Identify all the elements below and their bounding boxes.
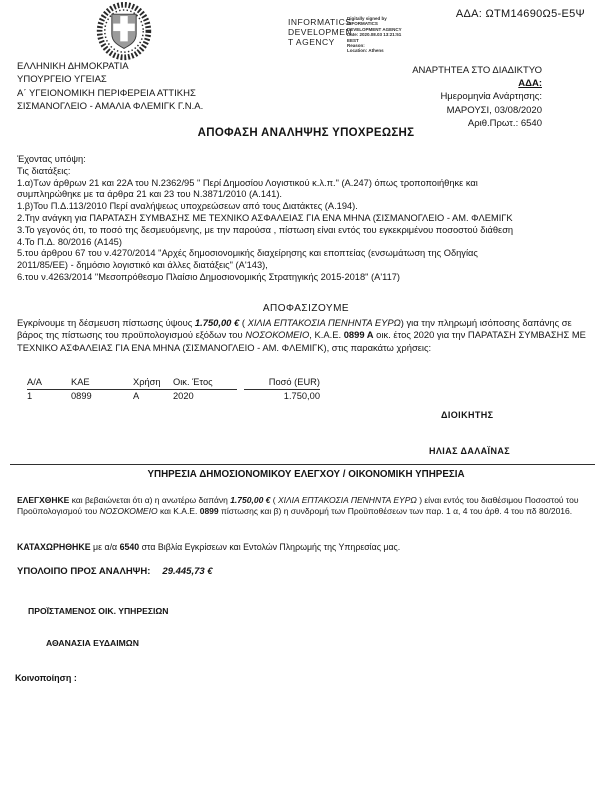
- decision-paragraph: Εγκρίνουμε τη δέσμευση πίστωσης ύψους 1.750,00 € ( ΧΙΛΙΑ ΕΠΤΑΚΟΣΙΑ ΠΕΝΗΝΤΑ ΕΥΡΩ) για την πληρωμή ισόποσης δαπάνης σε βάρος της πίστωσης του προϋπολογισμού εξόδων του ΝΟΣΟΚΟΜΕΙΟ, Κ.Α.Ε. 0899 Α οικ. έτος 2020 για την ΠΑΡΑΤΑΣΗ ΣΥΜΒΑΣΗΣ ΜΕ ΤΕΧΝΙΚΟ ΑΣΦΑΛΕΙΑΣ ΓΙΑ ΕΝΑ ΜΗΝΑ (ΣΙΣΜΑΝΟΓΛΕΙΟ - ΑΜ. ΦΛΕΜΙΓΚ), στις παρακάτω χρήσεις:: [17, 317, 586, 353]
- registration-line: ΚΑΤΑΧΩΡΗΘΗΚΕ με α/α 6540 στα Βιβλία Εγκρίσεων και Εντολών Πληρωμής της Υπηρεσίας μας.: [17, 542, 401, 552]
- legal-reference-line: 2011/85/ΕΕ) - δημόσιο λογιστικό και άλλες διατάξεις" (Α'143),: [17, 260, 268, 271]
- legal-reference-line: 5.του άρθρου 67 του ν.4270/2014 "Αρχές δημοσιονομικής διαχείρησης και εποπτείας (ενσωμάτωση της Οδηγίας: [17, 248, 478, 259]
- signature-stamp-agency: [288, 17, 353, 47]
- decision-heading: ΑΠΟΦΑΣΙΖΟΥΜΕ: [262, 303, 350, 314]
- posting-info-block: [412, 64, 542, 130]
- table-cell-poso: 1.750,00: [283, 391, 320, 401]
- ada-code: ΑΔΑ: ΩΤΜ14690Ω5-Ε5Ψ: [455, 8, 585, 20]
- registration-number: 6540: [119, 542, 140, 552]
- authority-line: ΕΛΛΗΝΙΚΗ ΔΗΜΟΚΡΑΤΙΑ: [17, 61, 129, 72]
- kae-code: 0899 Α: [343, 329, 374, 341]
- legal-reference-line: 4.Το Π.Δ. 80/2016 (Α145): [17, 236, 122, 247]
- table-header-etos: Οικ. Έτος: [173, 377, 237, 390]
- checked-kae: 0899: [199, 506, 219, 517]
- finance-officer-title: ΠΡΟΪΣΤΑΜΕΝΟΣ ΟΙΚ. ΥΠΗΡΕΣΙΩΝ: [28, 606, 169, 616]
- preamble-block: [17, 154, 612, 284]
- legal-reference-line: συμπληρώθηκε με τα άρθρα 21 και 23 του Ν.3871/2010 (Α.141).: [17, 189, 283, 200]
- legal-reference-line: 2.Την ανάγκη για ΠΑΡΑΤΑΣΗ ΣΥΜΒΑΣΗΣ ΜΕ ΤΕΧΝΙΚΟ ΑΣΦΑΛΕΙΑΣ ΓΙΑ ΕΝΑ ΜΗΝΑ (ΣΙΣΜΑΝΟΓΛΕΙΟ - ΑΜ. ΦΛΕΜΙΓΚ: [17, 212, 513, 223]
- balance-label: ΥΠΟΛΟΙΠΟ ΠΡΟΣ ΑΝΑΛΗΨΗ:: [17, 566, 151, 577]
- cc-label: Κοινοποίηση :: [15, 673, 77, 683]
- table-cell-kae: 0899: [71, 391, 92, 401]
- legal-reference-line: 1.α)Των άρθρων 21 και 22Α του Ν.2362/95 " Περί Δημοσίου Λογιστικού κ.λ.π." (Α.247) όπως τροποποιήθηκε και: [17, 177, 478, 188]
- signatory-name: ΗΛΙΑΣ ΔΑΛΑΪΝΑΣ: [429, 446, 511, 456]
- section-divider: [10, 464, 595, 465]
- table-cell-etos: 2020: [173, 391, 194, 401]
- authority-line: ΥΠΟΥΡΓΕΙΟ ΥΓΕΙΑΣ: [17, 74, 107, 86]
- signatory-title: ΔΙΟΙΚΗΤΗΣ: [441, 410, 494, 420]
- registered-keyword: ΚΑΤΑΧΩΡΗΘΗΚΕ: [17, 542, 91, 552]
- balance-value: 29.445,73 €: [162, 566, 213, 577]
- stamp-agency-line: DEVELOPMEN: [288, 27, 353, 37]
- authority-line: Α΄ ΥΓΕΙΟΝΟΜΙΚΗ ΠΕΡΙΦΕΡΕΙΑ ΑΤΤΙΚΗΣ: [17, 87, 196, 99]
- legal-reference-line: 1.β)Του Π.Δ.113/2010 Περί αναλήψεως υποχρεώσεων από τους Διατάκτες (Α.194).: [17, 201, 358, 212]
- table-header-aa: Α/Α: [27, 377, 71, 390]
- checked-amount-words: ΧΙΛΙΑ ΕΠΤΑΚΟΣΙΑ ΠΕΝΗΝΤΑ ΕΥΡΩ: [277, 495, 417, 505]
- posting-place-date: ΜΑΡΟΥΣΙ, 03/08/2020: [446, 104, 542, 116]
- legal-reference-line: 3.Το γεγονός ότι, το ποσό της δεσμευόμενης, με την παρούσα , πίστωση είναι εντός του εγκεκριμένου ποσοστού διάθεση: [17, 224, 514, 235]
- finance-section-heading: ΥΠΗΡΕΣΙΑ ΔΗΜΟΣΙΟΝΟΜΙΚΟΥ ΕΛΕΓΧΟΥ / ΟΙΚΟΝΟΜΙΚΗ ΥΠΗΡΕΣΙΑ: [147, 469, 465, 480]
- table-header-xrisi: Χρήση: [133, 377, 173, 390]
- preamble-intro: Έχοντας υπόψη:: [17, 154, 86, 164]
- table-cell-aa: 1: [27, 391, 33, 401]
- commitment-amount-words: ΧΙΛΙΑ ΕΠΤΑΚΟΣΙΑ ΠΕΝΗΝΤΑ ΕΥΡΩ: [247, 317, 401, 328]
- posting-line: ΑΝΑΡΤΗΤΕΑ ΣΤΟ ΔΙΑΔΙΚΤΥΟ: [412, 65, 542, 76]
- checked-paragraph: ΕΛΕΓΧΘΗΚΕ και βεβαιώνεται ότι α) η ανωτέρω δαπάνη 1.750,00 € ( ΧΙΛΙΑ ΕΠΤΑΚΟΣΙΑ ΠΕΝΗΝΤΑ ΕΥΡΩ ) είναι εντός του διαθέσιμου Ποσοστού του Προϋπολογισμού του ΝΟΣΟΚΟΜΕΙΟ και Κ.Α.Ε. 0899 πίστωσης και β) η συνδρομή των Προϋποθέσεων των παρ. 1 α, 4 του άρθ. 4 του πδ 80/2016.: [17, 495, 579, 517]
- document-title: ΑΠΟΦΑΣΗ ΑΝΑΛΗΨΗΣ ΥΠΟΧΡΕΩΣΗΣ: [197, 127, 415, 139]
- ada-label: ΑΔΑ:: [518, 78, 542, 90]
- legal-reference-line: 6.του ν.4263/2014 "Μεσοπρόθεσμο Πλαίσιο Δημοσιονομικής Στρατηγικής 2015-2018" (Α'117): [17, 271, 401, 282]
- table-cell-xrisi: Α: [133, 391, 140, 401]
- checked-entity: ΝΟΣΟΚΟΜΕΙΟ: [99, 506, 158, 517]
- authority-line: ΣΙΣΜΑΝΟΓΛΕΙΟ - ΑΜΑΛΙΑ ΦΛΕΜΙΓΚ Γ.Ν.Α.: [17, 100, 204, 112]
- table-header-poso: Ποσό (EUR): [244, 377, 320, 390]
- stamp-agency-line: INFORMATICS: [288, 17, 352, 27]
- balance-line: [17, 566, 213, 577]
- commitment-amount: 1.750,00 €: [194, 317, 240, 328]
- stamp-agency-line: T AGENCY: [288, 37, 335, 47]
- greek-national-emblem-icon: [86, 2, 162, 67]
- protocol-number: Αριθ.Πρωτ.: 6540: [467, 117, 542, 129]
- finance-officer-name: ΑΘΑΝΑΣΙΑ ΕΥΔΑΙΜΩΝ: [46, 638, 139, 648]
- signature-stamp-details: Digitally signed by INFORMATICS DEVELOPMENT AGENCY Date: 2020.08.03 13:21:51 EEST Reason: Location: Athens: [347, 16, 402, 54]
- checked-keyword: ΕΛΕΓΧΘΗΚΕ: [17, 495, 70, 505]
- preamble-intro: Τις διατάξεις:: [17, 165, 71, 176]
- posting-date-label: Ημερομηνία Ανάρτησης:: [440, 91, 542, 103]
- table-header-kae: ΚΑΕ: [71, 377, 133, 390]
- entity-name: ΝΟΣΟΚΟΜΕΙΟ: [245, 329, 310, 341]
- checked-amount: 1.750,00 €: [230, 495, 271, 505]
- issuing-authority-block: [17, 60, 203, 113]
